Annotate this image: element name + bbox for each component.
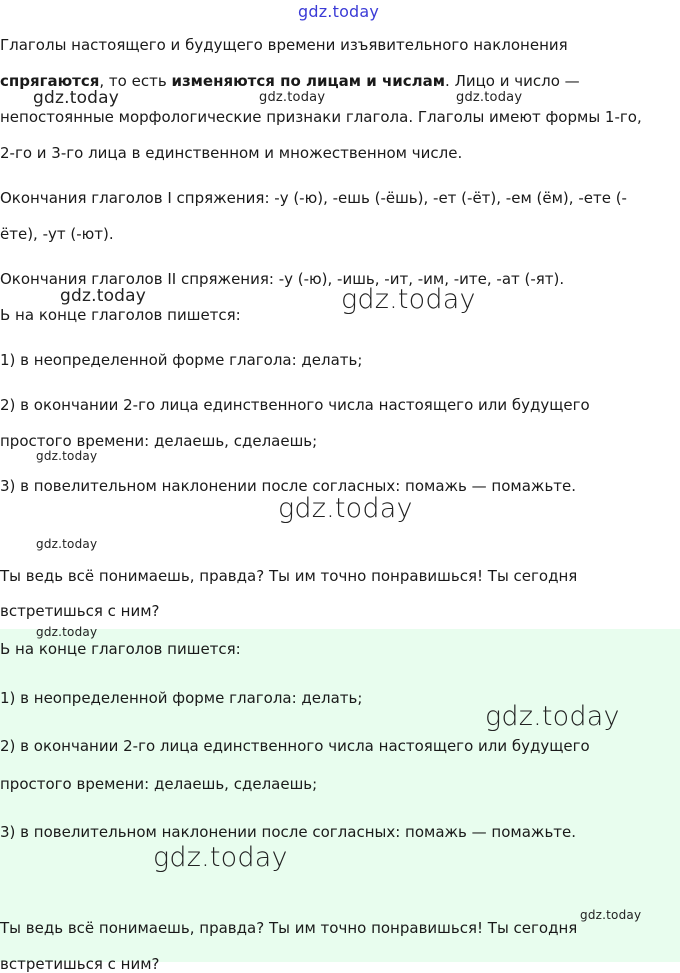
theory-paragraph-line: непостоянные морфологические признаки глагола. Глаголы имеют формы 1-го,: [0, 108, 642, 126]
watermark: gdz.today: [60, 286, 147, 306]
answer-highlight-block: [0, 629, 680, 962]
example-line: встретишься с ним?: [0, 602, 160, 620]
watermark: gdz.today: [341, 284, 476, 315]
conjugation-1-line: Окончания глаголов I спряжения: -у (-ю), -ешь (-ёшь), -ет (-ёт), -ем (ём), -ете (-: [0, 189, 627, 207]
watermark: gdz.today: [278, 493, 413, 524]
answer-rule-title: Ь на конце глаголов пишется:: [0, 640, 241, 658]
theory-paragraph-line: 2-го и 3-го лица в единственном и множественном числе.: [0, 144, 463, 162]
answer-example-line: Ты ведь всё понимаешь, правда? Ты им точно понравишься! Ты сегодня: [0, 919, 578, 937]
rule-item: 1) в неопределенной форме глагола: делать;: [0, 351, 363, 369]
answer-example-line: встретишься с ним?: [0, 955, 160, 973]
rule-item: 3) в повелительном наклонении после согласных: помажь — помажьте.: [0, 477, 577, 495]
watermark: gdz.today: [456, 90, 523, 105]
answer-rule-item: 1) в неопределенной форме глагола: делать;: [0, 689, 363, 707]
answer-rule-item: 2) в окончании 2-го лица единственного числа настоящего или будущего: [0, 737, 590, 755]
watermark: gdz.today: [485, 701, 620, 732]
theory-paragraph-line: спрягаются, то есть изменяются по лицам и числам. Лицо и число —: [0, 72, 580, 90]
watermark: gdz.today: [33, 88, 120, 108]
watermark: gdz.today: [153, 842, 288, 873]
watermark: gdz.today: [259, 90, 326, 105]
rule-item: простого времени: делаешь, сделаешь;: [0, 432, 318, 450]
bold-term: спрягаются: [0, 72, 100, 90]
conjugation-2-line: Окончания глаголов II спряжения: -у (-ю), -ишь, -ит, -им, -ите, -ат (-ят).: [0, 270, 565, 288]
watermark: gdz.today: [36, 625, 98, 639]
theory-paragraph-line: Глаголы настоящего и будущего времени изъявительного наклонения: [0, 36, 568, 54]
answer-rule-item: простого времени: делаешь, сделаешь;: [0, 775, 318, 793]
bold-term: изменяются по лицам и числам: [171, 72, 446, 90]
conjugation-1-line: ёте), -ут (-ют).: [0, 225, 114, 243]
rule-item: 2) в окончании 2-го лица единственного числа настоящего или будущего: [0, 396, 590, 414]
watermark: gdz.today: [36, 449, 98, 463]
watermark: gdz.today: [36, 537, 98, 551]
example-line: Ты ведь всё понимаешь, правда? Ты им точно понравишься! Ты сегодня: [0, 567, 578, 585]
answer-rule-item: 3) в повелительном наклонении после согласных: помажь — помажьте.: [0, 823, 577, 841]
watermark-top: gdz.today: [298, 2, 380, 21]
watermark: gdz.today: [580, 908, 642, 922]
rule-title: Ь на конце глаголов пишется:: [0, 306, 241, 324]
